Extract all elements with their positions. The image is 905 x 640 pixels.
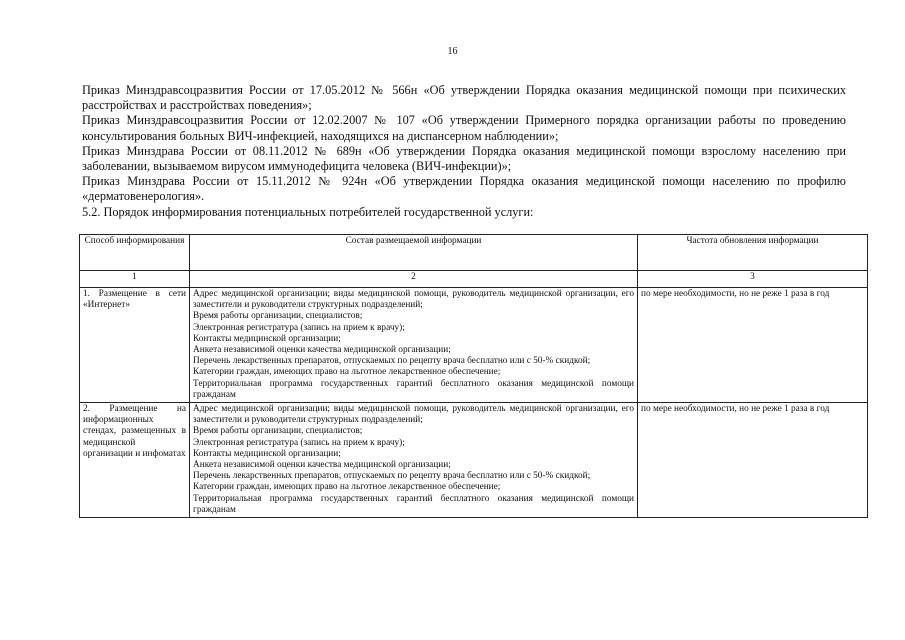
column-number: 3 <box>638 271 868 288</box>
order-924n-paragraph: Приказ Минздрава России от 15.11.2012 № 924н «Об утверждении Порядка оказания медицинской помощи населению по профилю «дерматовенерология». <box>82 174 846 204</box>
table-row <box>80 288 868 403</box>
method-cell: 2. Размещение на информационных стендах, размещенных в медицинской организации и инфоматах <box>80 403 190 518</box>
content-item: Категории граждан, имеющих право на льготное лекарственное обеспечение; <box>193 482 501 493</box>
content-item: Электронная регистратура (запись на прием к врачу); <box>193 437 405 448</box>
content-item: Анкета независимой оценки качества медицинской организации; <box>193 460 451 471</box>
content-item: Территориальная программа государственных гарантий бесплатного оказания медицинской помощи гражданам <box>193 378 634 400</box>
content-item: Контакты медицинской организации; <box>193 448 341 459</box>
content-item: Время работы организации, специалистов; <box>193 311 363 322</box>
page-number: 16 <box>447 46 458 57</box>
order-689n-paragraph: Приказ Минздрава России от 08.11.2012 № 689н «Об утверждении Порядка оказания медицинской помощи взрослому населению при заболевании, вызываемом вирусом иммунодефицита человека (ВИЧ-инфекции)»; <box>82 143 846 174</box>
frequency-text: по мере необходимости, но не реже 1 раза в год <box>641 404 830 415</box>
content-item: Перечень лекарственных препаратов, отпускаемых по рецепту врача бесплатно или с 50-% скидкой; <box>193 471 591 482</box>
frequency-text: по мере необходимости, но не реже 1 раза в год <box>641 289 830 299</box>
header-method: Способ информирования <box>80 235 190 271</box>
frequency-cell <box>638 288 868 403</box>
document-body <box>82 83 846 220</box>
content-item: Категории граждан, имеющих право на льготное лекарственное обеспечение; <box>193 367 501 378</box>
content-item: Территориальная программа государственных гарантий бесплатного оказания медицинской помощи гражданам <box>193 493 634 515</box>
content-item: Электронная регистратура (запись на прием к врачу); <box>193 322 405 333</box>
header-contents: Состав размещаемой информации <box>190 235 638 271</box>
contents-cell <box>190 403 638 518</box>
method-cell: 1. Размещение в сети «Интернет» <box>80 288 190 403</box>
section-heading: 5.2. Порядок информирования потенциальных потребителей государственной услуги: <box>82 204 534 219</box>
content-item: Анкета независимой оценки качества медицинской организации; <box>193 345 451 356</box>
column-number-row <box>80 271 868 288</box>
content-item: Контакты медицинской организации; <box>193 333 341 344</box>
content-item: Перечень лекарственных препаратов, отпускаемых по рецепту врача бесплатно или с 50-% скидкой; <box>193 356 591 367</box>
content-item: Адрес медицинской организации; виды медицинской помощи, руководитель медицинской организации, его заместители и руководители структурных подразделений; <box>193 289 634 311</box>
column-number: 2 <box>190 271 638 288</box>
table-header-row <box>80 235 868 271</box>
order-566n-paragraph: Приказ Минздравсоцразвития России от 17.05.2012 № 566н «Об утверждении Порядка оказания медицинской помощи при психических расстройствах и расстройствах поведения»; <box>82 83 846 113</box>
content-item: Время работы организации, специалистов; <box>193 426 363 437</box>
order-107-paragraph: Приказ Минздравсоцразвития России от 12.02.2007 № 107 «Об утверждении Примерного порядка организации работы по проведению консультирования больных ВИЧ-инфекцией, находящихся на диспансерном наблюдении»; <box>82 113 846 143</box>
contents-cell <box>190 288 638 403</box>
table-row <box>80 403 868 518</box>
column-number: 1 <box>80 271 190 288</box>
header-frequency: Частота обновления информации <box>638 235 868 271</box>
information-table <box>79 234 868 518</box>
content-item: Адрес медицинской организации; виды медицинской помощи, руководитель медицинской организации, его заместители и руководители структурных подразделений; <box>193 404 634 426</box>
frequency-cell <box>638 403 868 518</box>
